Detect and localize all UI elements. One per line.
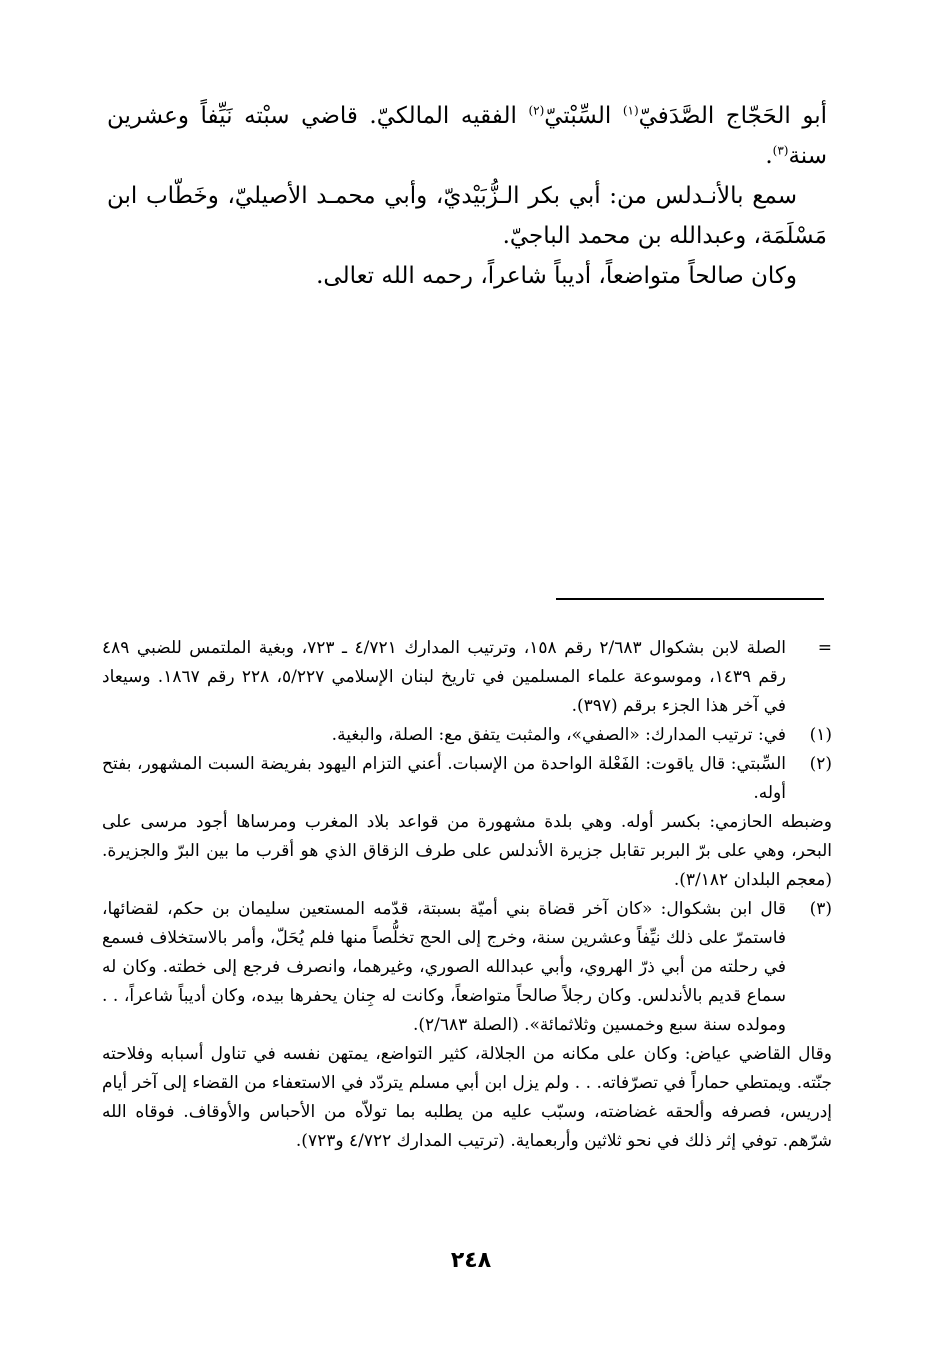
period: . — [765, 143, 773, 169]
footnote-ref-3[interactable]: (٣) — [772, 143, 789, 158]
footnote-text: في: ترتيب المدارك: «الصفي»، والمثبت يتفق مع: الصلة، والبغية. — [331, 725, 786, 745]
footnote-3 — [102, 895, 832, 1040]
biography-paragraph-1 — [107, 96, 827, 176]
footnote-text: وقال القاضي عياض: وكان على مكانه من الجلالة، كثير التواضع، يمتهن نفسه في تناول أسبابه وفلاحته جنّته. ويمتطي حماراً في تصرّفاته. . . ولم يزل ابن أبي مسلم يتردّد في الاستعفاء من القضاء إلى آخر أيام إدريس، فصرفه وألحقه غضاضته، وسبّب عليه من يطلبه بما تولاّه من الأحباس والأوقاف. فوقاه الله شرّهم. توفي إثر ذلك في نحو ثلاثين وأربعماية. (ترتيب المدارك ٤/٧٢٢ و٧٢٣). — [102, 1044, 832, 1151]
footnote-marker: = — [817, 638, 832, 658]
footnote-ref-2[interactable]: (٢) — [528, 103, 545, 118]
footnote-marker: (٢) — [809, 754, 832, 774]
footnote-marker: (٣) — [809, 899, 832, 919]
page-number: ٢٤٨ — [450, 1248, 492, 1273]
footnote-2 — [102, 750, 832, 808]
biography-paragraph-2: سمع بالأنـدلس من: أبي بكر الـزُّبَيْديّ، وأبي محمـد الأصيليّ، وخَطّاب ابن مَسْلَمَة، وعبدالله بن محمد الباجيّ. — [107, 183, 827, 249]
footnote-1 — [102, 721, 832, 750]
footnote-3-continuation — [102, 1040, 832, 1156]
title-text: الفقيه المالكيّ. قاضي سبْته نَيِّفاً وعشرين سنة — [107, 103, 827, 169]
nisba-text: السِّبْتيّ — [544, 103, 623, 129]
footnote-ref-1[interactable]: (١) — [622, 103, 639, 118]
biography-paragraph-3: وكان صالحاً متواضعاً، أديباً شاعراً، رحمه الله تعالى. — [316, 263, 797, 289]
name-text: أبو الحَجّاج الصَّدَفيّ — [638, 103, 827, 129]
footnote-separator — [556, 598, 824, 600]
main-text — [107, 96, 827, 296]
footnote-text: الصلة لابن بشكوال ٢/٦٨٣ رقم ١٥٨، وترتيب المدارك ٤/٧٢١ ـ ٧٢٣، وبغية الملتمس للضبي ٤٨٩ رقم ١٤٣٩، وموسوعة علماء المسلمين في تاريخ لبنان الإسلامي ٥/٢٢٧، ٢٢٨ رقم ١٨٦٧. وسيعاد في آخر هذا الجزء برقم (٣٩٧). — [102, 638, 787, 716]
footnote-2-continuation — [102, 808, 832, 895]
footnote-marker: (١) — [809, 725, 832, 745]
footnotes-section — [102, 634, 832, 1156]
footnote-text: قال ابن بشكوال: «كان آخر قضاة بني أميّة بسبتة، قدّمه المستعين سليمان بن حكم، لقضائها، فاستمرّ على ذلك نيِّفاً وعشرين سنة، وخرج إلى الحج تخلُّصاً منها فلم يُحَلّ، وأمر بالاستخلاف فسمع في رحلته من أبي ذرّ الهروي، وأبي عبدالله الصوري، وغيرهما، وانصرف فرجع إلى خطته. وكان له سماع قديم بالأندلس. وكان رجلاً صالحاً متواضعاً، وكانت له جِنان يحفرها بيده، وكان أديباً شاعراً، . . ومولده سنة سبع وخمسين وثلاثمائة». (الصلة ٢/٦٨٣). — [102, 899, 786, 1035]
footnote-text: السِّبتي: قال ياقوت: الفَعْلة الواحدة من الإسبات. أعني التزام اليهود بفريضة السبت المشهور، بفتح أوله. — [102, 754, 786, 803]
footnote-continuation — [102, 634, 832, 721]
footnote-text: وضبطه الحازمي: بكسر أوله. وهي بلدة مشهورة من قواعد بلاد المغرب ومرساها أجود مرسى على البحر، وهي على برّ البربر تقابل جزيرة الأندلس على طرف الزقاق الذي هو أقرب ما بين البرّ والجزيرة. (معجم البلدان ٣/١٨٢). — [102, 812, 832, 890]
